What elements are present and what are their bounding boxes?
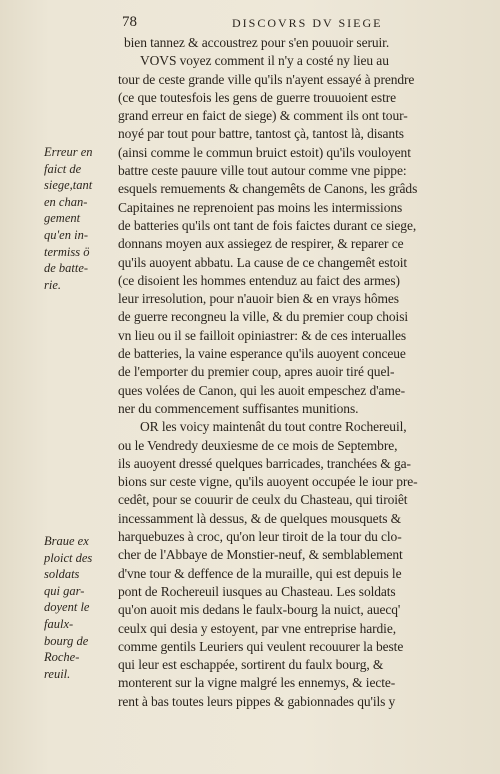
text-line: ou le Vendredy deuxiesme de ce mois de Septembre,: [118, 437, 398, 453]
sidenote-line: Erreur en: [44, 145, 93, 159]
text-line: qu'on auoit mis dedans le faulx-bourg la nuict, auecq': [118, 602, 401, 618]
text-line: de l'emporter du premier coup, apres auoir tiré quel-: [118, 364, 395, 380]
text-line: cedêt, pour se couurir de ceulx du Chasteau, qui tiroiêt: [118, 492, 408, 508]
text-line: incessamment là dessus, & de quelques mousquets &: [118, 510, 402, 526]
text-line: cher de l'Abbaye de Monstier-neuf, & semblablement: [118, 547, 403, 563]
text-line: battre ceste pauure ville tout autour comme vne pippe:: [118, 163, 407, 179]
sidenote-line: qui gar-: [44, 583, 85, 598]
text-line: leur irresolution, pour n'auoir bien & en vrays hômes: [118, 291, 399, 307]
sidenote-line: ploict des: [44, 550, 93, 565]
sidenote-line: reuil.: [44, 666, 71, 681]
text-line: qui leur est eschappée, sortirent du faulx bourg, &: [118, 657, 384, 673]
text-line: de batteries, la vaine esperance qu'ils auoyent conceue: [118, 346, 406, 362]
text-line: de batteries qu'ils ont tant de fois faictes durant ce siege,: [118, 217, 417, 233]
sidenote-line: en chan-: [44, 194, 88, 209]
sidenote-siege-error: [44, 144, 120, 293]
page-number: 78: [122, 14, 137, 30]
sidenote-line: Roche-: [44, 650, 80, 665]
text-line: de guerre recongneu la ville, & du premier coup choisi: [118, 309, 408, 325]
text-line: ils auoyent dressé quelques barricades, tranchées & ga-: [118, 455, 411, 471]
body-text: [118, 34, 494, 711]
text-line: ceulx qui desia y estoyent, par vne entreprise hardie,: [118, 620, 396, 636]
page-header: [122, 14, 492, 34]
sidenote-line: termiss ö: [44, 244, 90, 259]
text-line: monterent sur la vigne malgré les ennemys, & iecte-: [118, 675, 396, 691]
text-line: rent à bas toutes leurs pippes & gabionnades qu'ils y: [118, 693, 396, 709]
sidenote-line: rie.: [44, 277, 62, 292]
sidenote-line: soldats: [44, 567, 80, 582]
sidenote-line: bourg de: [44, 633, 89, 648]
text-line: bien tannez & accoustrez pour s'en pouuoir seruir.: [124, 35, 390, 50]
text-line: bions sur ceste vigne, qu'ils auoyent occupée le iour pre-: [118, 474, 418, 490]
sidenote-line: faulx-: [44, 616, 74, 631]
text-line: (ainsi comme le commun bruict estoit) qu'ils vouloyent: [118, 144, 411, 160]
sidenote-soldiers-exploit: [44, 533, 114, 682]
text-line: tour de ceste grande ville qu'ils n'ayent essayé à prendre: [118, 71, 415, 87]
paragraph-start-line: OR les voicy maintenât du tout contre Rochereuil,: [140, 419, 407, 435]
text-line: d'vne tour & deffence de la muraille, qui est depuis le: [118, 565, 402, 581]
text-line: (ce que toutesfois les gens de guerre trouuoient estre: [118, 89, 397, 105]
sidenote-line: doyent le: [44, 600, 90, 615]
text-line: ques volées de Canon, qui les auoit empeschez d'ame-: [118, 382, 406, 398]
sidenote-line: de batte-: [44, 261, 89, 276]
paragraph-start-line: VOVS voyez comment il n'y a costé ny lieu au: [140, 53, 389, 69]
sidenote-line: faict de: [44, 161, 82, 176]
text-line: pont de Rochereuil iusques au Chasteau. Les soldats: [118, 583, 396, 599]
sidenote-line: gement: [44, 211, 81, 226]
text-line: vn lieu ou il se failloit opiniastrer: & de ces interualles: [118, 327, 407, 343]
text-line: donnans moyen aux assiegez de respirer, & reparer ce: [118, 236, 404, 252]
text-line: (ce disoient les hommes entenduz au faict des armes): [118, 272, 400, 288]
text-line: esquels remuements & changemêts de Canons, les grâds: [118, 181, 418, 197]
text-line: ner du commencement suffisantes munitions.: [118, 400, 359, 416]
running-title: DISCOVRS DV SIEGE: [232, 16, 383, 30]
sidenote-line: qu'en in-: [44, 227, 88, 242]
text-line: comme gentils Leuriers qui veulent recouurer la beste: [118, 638, 404, 654]
text-line: noyé par tout pour battre, tantost çà, tantost là, disants: [118, 126, 404, 142]
text-line: Capitaines ne reprenoient pas moins les intermissions: [118, 199, 403, 215]
sidenote-line: siege,tant: [44, 178, 93, 193]
text-line: harquebuzes à croc, qu'on leur tiroit de la tour du clo-: [118, 529, 402, 545]
sidenote-line: Braue ex: [44, 534, 89, 548]
text-line: grand erreur en faict de siege) & comment ils ont tour-: [118, 108, 408, 124]
text-line: qu'ils auoyent abbatu. La cause de ce changemêt estoit: [118, 254, 408, 270]
